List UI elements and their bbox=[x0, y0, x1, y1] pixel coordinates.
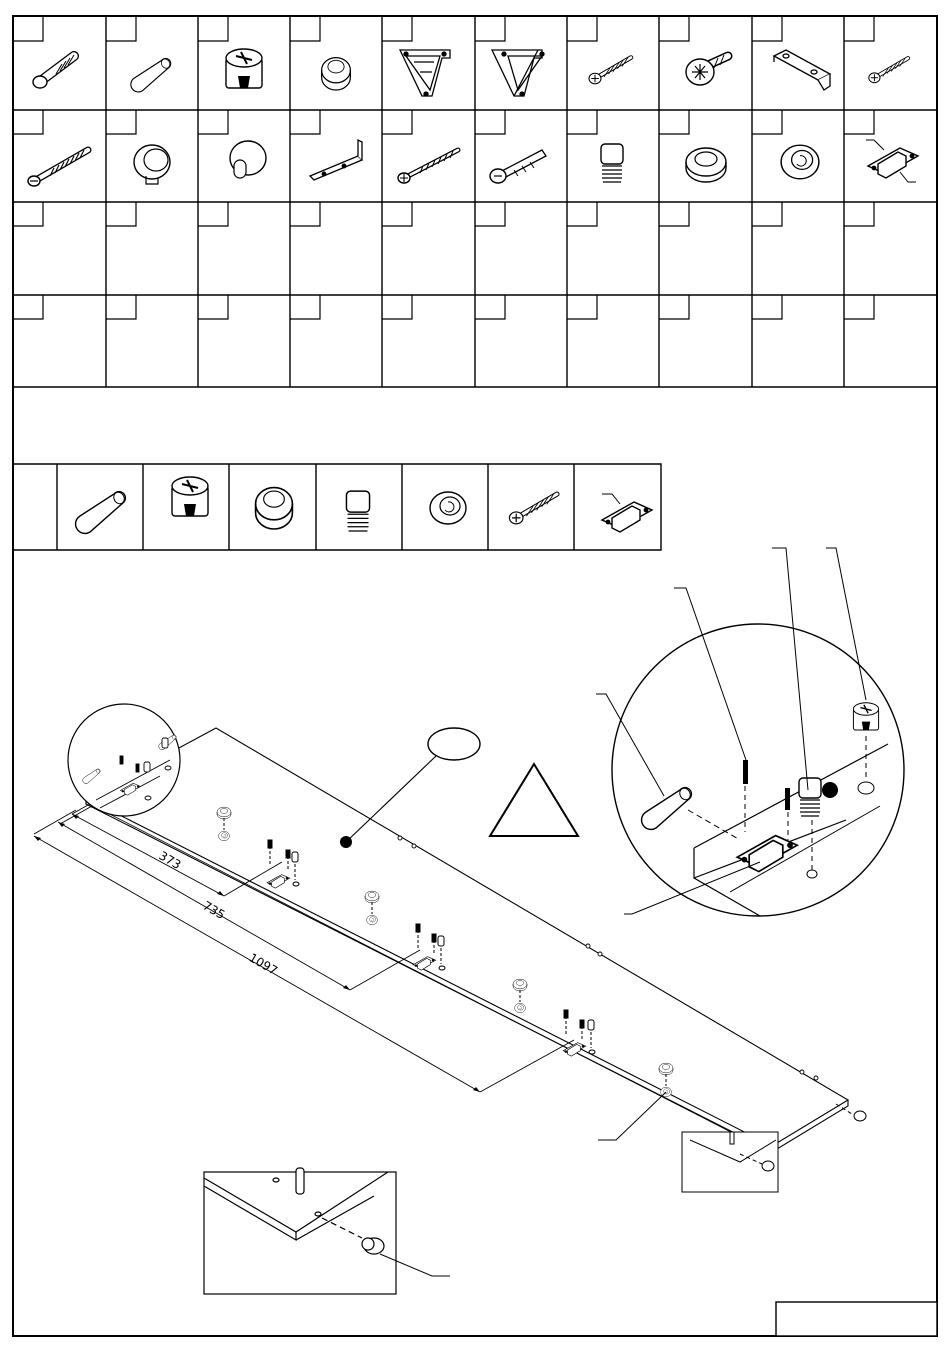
panel-oval-label bbox=[428, 728, 480, 760]
step-cam-lock-icon bbox=[172, 477, 208, 516]
short-screw-icon bbox=[869, 58, 908, 82]
step-connector-pin-icon bbox=[256, 488, 293, 529]
plastic-anchor-icon bbox=[490, 150, 546, 183]
step-threaded-insert-icon bbox=[346, 491, 369, 531]
long-screw-icon bbox=[398, 150, 458, 183]
round-plate-icon bbox=[230, 141, 266, 178]
l-bracket-icon bbox=[310, 140, 362, 180]
magnetic-catch-icon bbox=[866, 140, 918, 182]
bottom-detail-inset bbox=[204, 1168, 450, 1294]
hinge-bracket-right-icon bbox=[492, 50, 544, 96]
rubber-bumper-icon bbox=[686, 148, 726, 182]
warning-triangle-icon bbox=[490, 764, 578, 836]
step-cam-cover-cap-icon bbox=[430, 492, 466, 524]
wooden-dowel-icon bbox=[131, 57, 172, 92]
dimension-1097: 1097 bbox=[246, 950, 280, 978]
dimension-373: 373 bbox=[156, 848, 184, 873]
step-magnetic-catch-icon bbox=[602, 494, 652, 532]
connector-pin-icon bbox=[322, 58, 351, 90]
wood-screw-icon bbox=[589, 58, 631, 84]
detail-circle-small bbox=[68, 704, 180, 816]
dimension-735: 735 bbox=[200, 898, 228, 923]
cam-lock-icon bbox=[226, 49, 262, 88]
confirmat-bolt-icon bbox=[33, 55, 74, 88]
page-number-box bbox=[776, 1302, 937, 1336]
step-dowel-icon bbox=[76, 490, 127, 533]
hinge-bracket-left-icon bbox=[400, 50, 450, 96]
metal-clip-icon bbox=[774, 50, 830, 90]
end-bolt bbox=[836, 1104, 866, 1121]
step-wood-screw-icon bbox=[509, 494, 557, 524]
cam-cover-cap-icon bbox=[134, 145, 170, 184]
detail-circle-large bbox=[612, 624, 904, 916]
flat-screw-icon bbox=[686, 55, 728, 85]
push-cap-icon bbox=[781, 145, 819, 179]
threaded-insert-icon bbox=[601, 144, 623, 182]
long-bolt-icon bbox=[28, 150, 88, 186]
end-detail-box bbox=[682, 1132, 778, 1192]
